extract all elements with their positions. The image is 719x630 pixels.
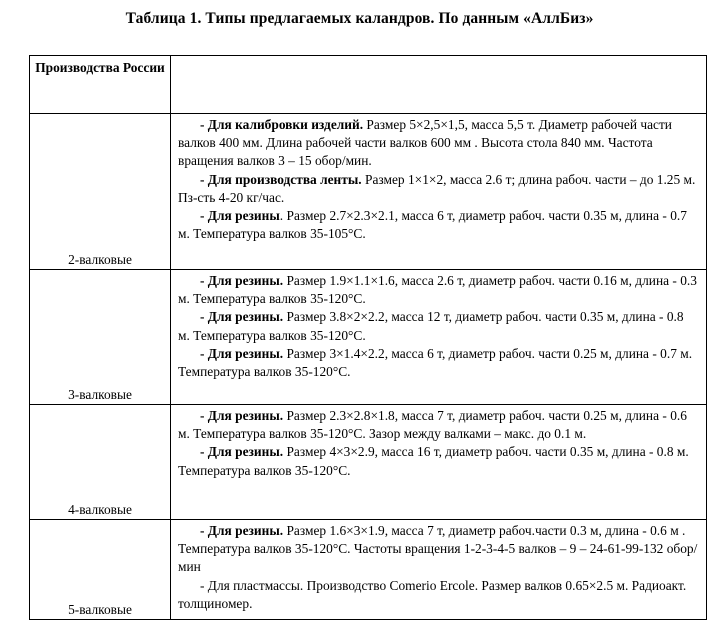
table-title: Таблица 1. Типы предлагаемых каландров. По данным «АллБиз»: [125, 10, 594, 27]
item-spec: Размер 1×1×2, масса 2.6 т; длина рабоч. части – до 1.25 м. Пз-сть 4-20 кг/час.: [178, 171, 696, 205]
table-row-4-roll: [30, 405, 707, 520]
table-row-5-roll: [30, 520, 707, 620]
item-spec: - Для пластмассы. Производство Comerio Ercole. Размер валков 0.65×2.5 м. Радиоакт. толщиномер.: [178, 577, 687, 611]
item-spec: Размер 5×2,5×1,5, масса 5,5 т. Диаметр рабочей части валков 400 мм. Длина рабочей части валков 600 мм . Высота стола 840 мм. Частота вращения валков 3 – 15 обор/мин.: [178, 117, 672, 169]
row-label: 4-валковые: [30, 405, 171, 520]
table-header-row: [30, 56, 707, 114]
item-purpose: - Для резины.: [200, 273, 284, 288]
item-purpose: - Для резины.: [200, 523, 284, 538]
item-purpose: - Для резины.: [200, 345, 284, 361]
row-description: [171, 114, 707, 270]
table-row-3-roll: [30, 270, 707, 405]
item-spec: Размер 1.6×3×1.9, масса 7 т, диаметр рабоч.части 0.3 м, длина - 0.6 м . Температура валков 35-120°С. Частоты вращения 1-2-3-4-5 валков – 9 – 24-61-99-132 обор/мин: [178, 523, 698, 575]
row-description: [171, 520, 707, 620]
description-item: [178, 522, 698, 577]
item-purpose: - Для резины.: [200, 408, 284, 423]
row-description: [171, 270, 707, 405]
item-spec: Размер 2.3×2.8×1.8, масса 7 т, диаметр рабоч. части 0.25 м, длина - 0.6 м. Температура валков 35-120°С. Зазор между валками – макс. до 0.1 м.: [178, 408, 687, 442]
description-item: [178, 207, 698, 243]
item-spec: Размер 4×3×2.9, масса 16 т, диаметр рабоч. части 0.35 м, длина - 0.8 м. Температура валков 35-120°С.: [178, 444, 689, 478]
description-item: [178, 272, 698, 308]
item-purpose: - Для калибровки изделий.: [200, 117, 364, 132]
description-item: [178, 116, 698, 171]
description-item: [178, 577, 698, 613]
row-label: 2-валковые: [30, 114, 171, 270]
row-label: 3-валковые: [30, 270, 171, 405]
description-item: [178, 345, 698, 381]
header-cell-origin: Производства России: [30, 56, 171, 114]
item-spec: Размер 3×1.4×2.2, масса 6 т, диаметр рабоч. части 0.25 м, длина - 0.7 м. Температура валков 35-120°С.: [178, 345, 693, 380]
item-purpose: - Для резины: [200, 208, 280, 224]
description-item: [178, 308, 698, 344]
item-purpose: - Для резины.: [200, 444, 284, 460]
row-description: [171, 405, 707, 520]
description-item: [178, 171, 698, 207]
description-item: [178, 443, 698, 479]
header-cell-empty: [171, 56, 707, 114]
item-purpose: - Для резины.: [200, 309, 284, 325]
description-item: [178, 407, 698, 443]
table-row-2-roll: [30, 114, 707, 270]
item-spec: . Размер 2.7×2.3×2.1, масса 6 т, диаметр рабоч. части 0.35 м, длина - 0.7 м. Температура валков 35-105°С.: [178, 208, 687, 242]
item-spec: Размер 3.8×2×2.2, масса 12 т, диаметр рабоч. части 0.35 м, длина - 0.8 м. Температура валков 35-120°С.: [178, 309, 684, 343]
item-spec: Размер 1.9×1.1×1.6, масса 2.6 т, диаметр рабоч. части 0.16 м, длина - 0.3 м. Температура валков 35-120°С.: [178, 273, 697, 307]
item-purpose: - Для производства ленты.: [200, 171, 362, 187]
calender-types-table: [29, 55, 707, 620]
row-label: 5-валковые: [30, 520, 171, 620]
